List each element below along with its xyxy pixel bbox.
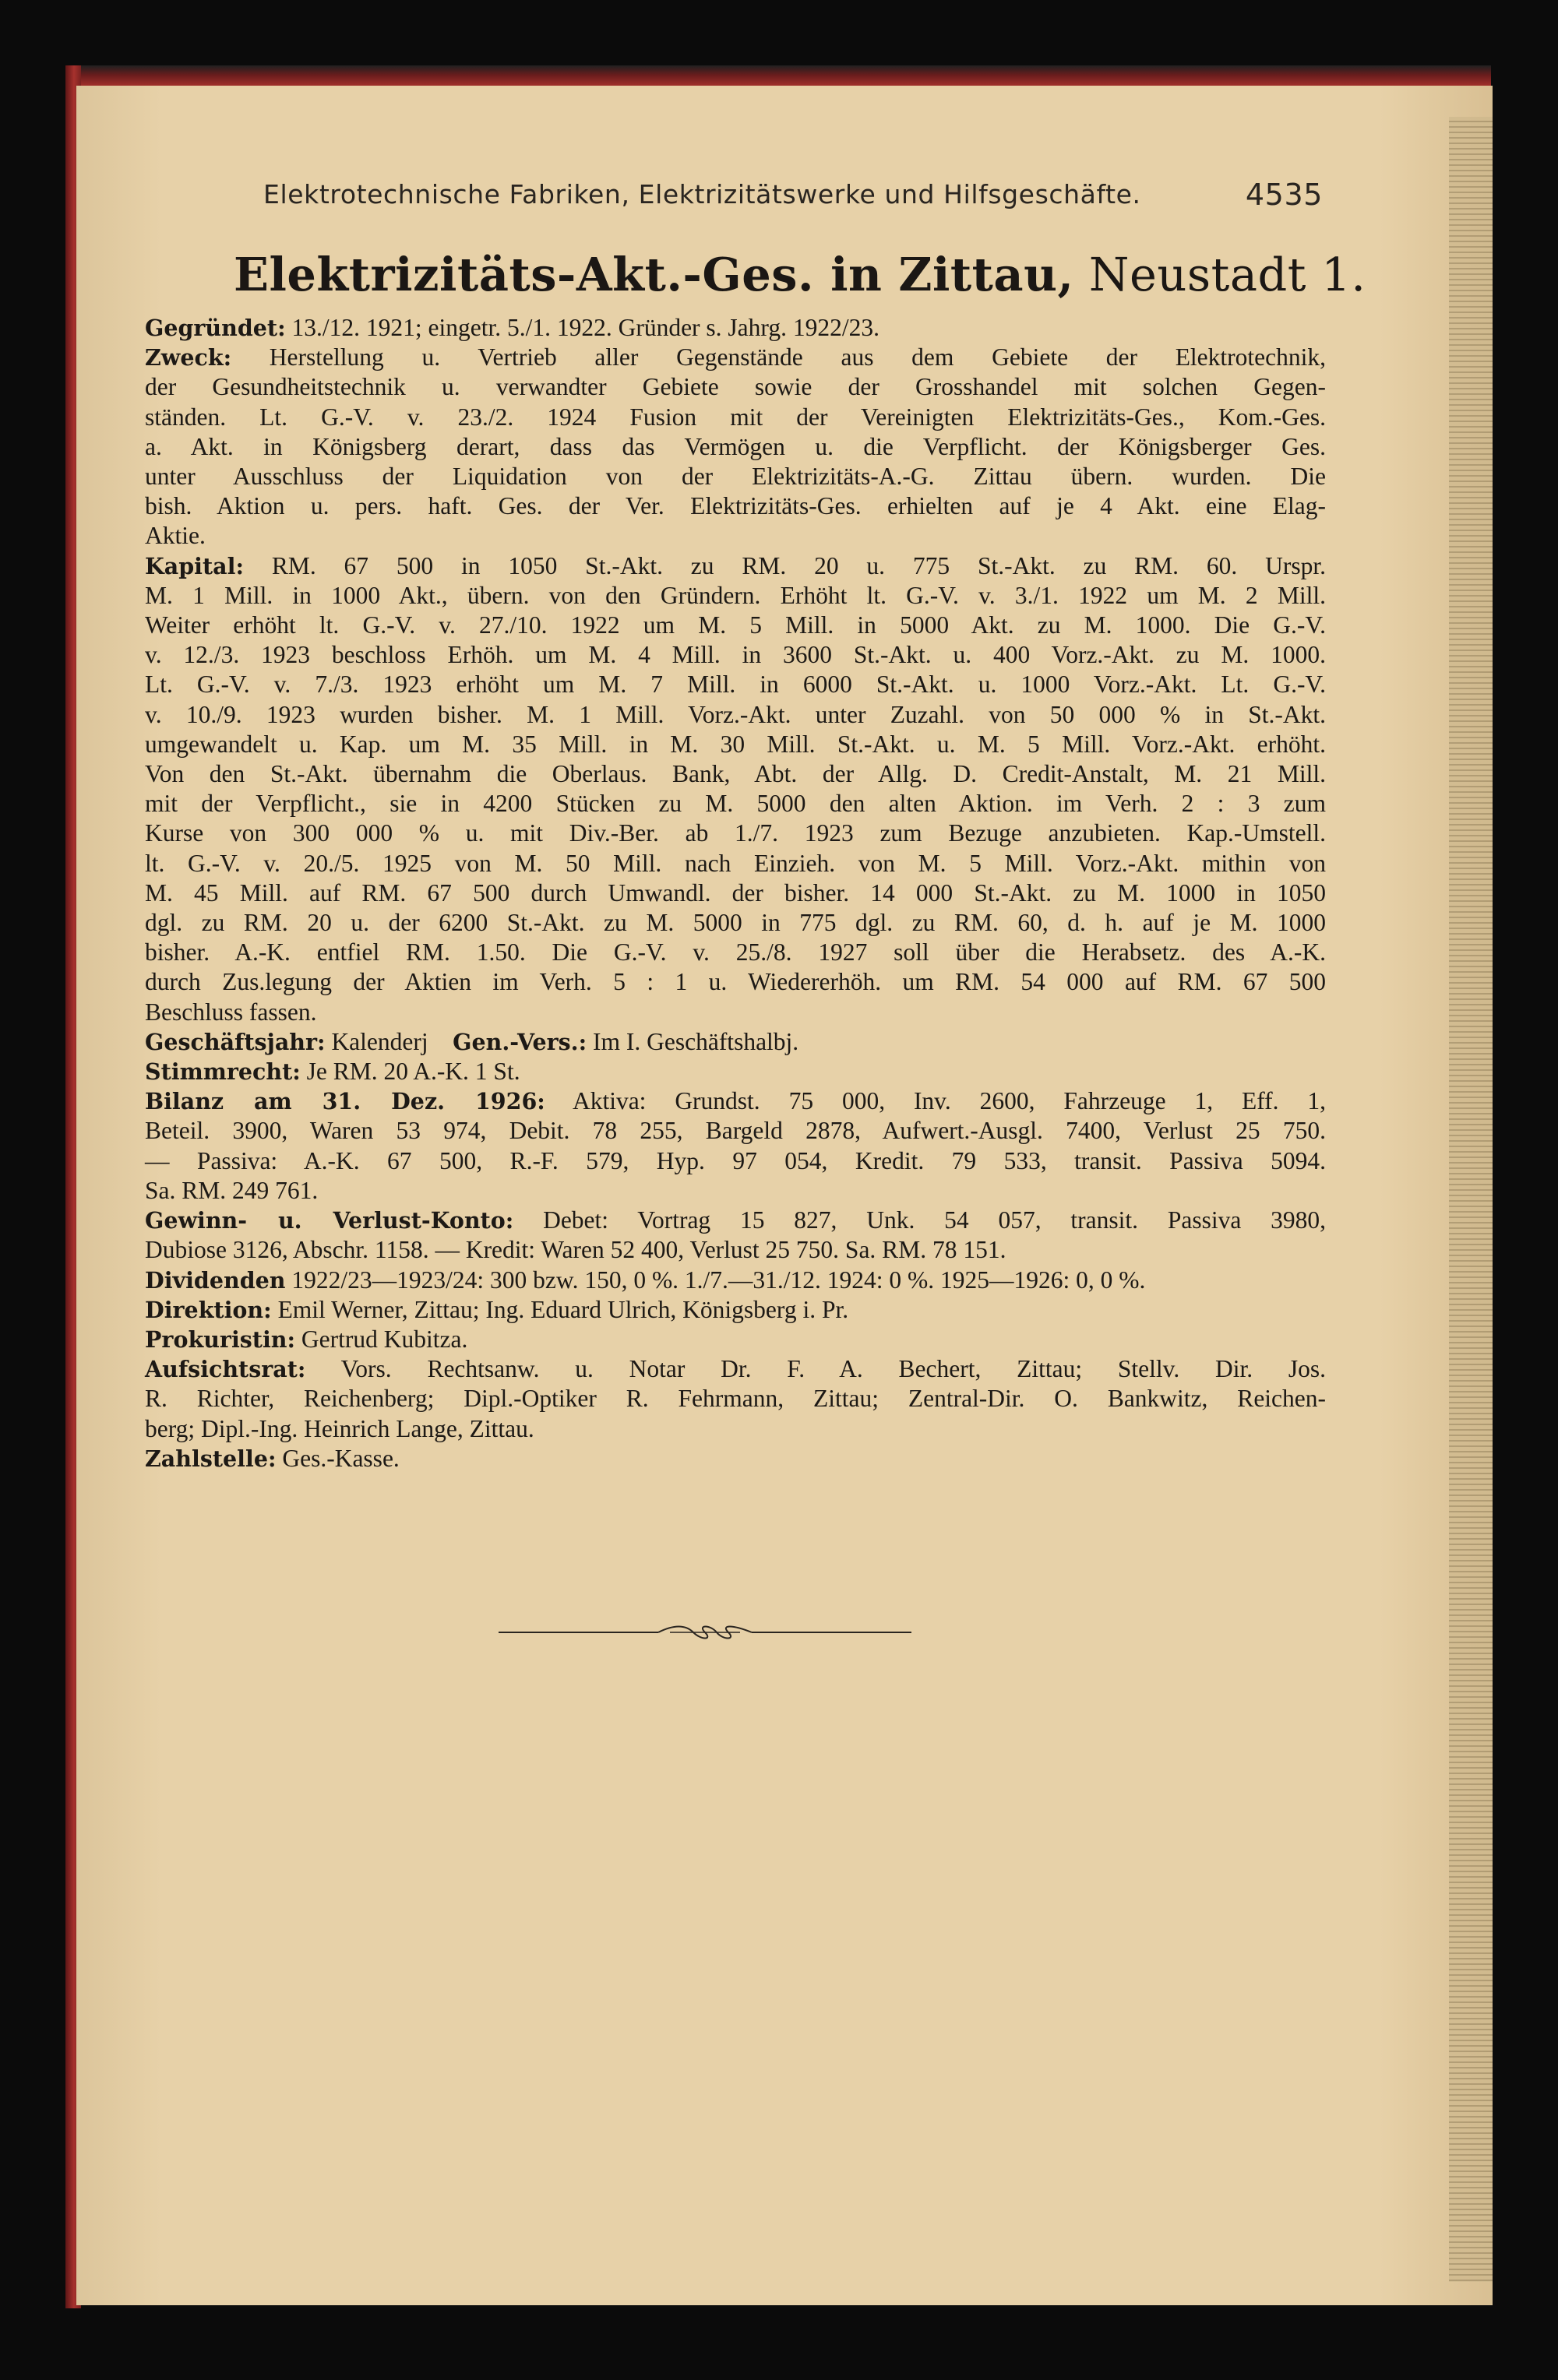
section-end-ornament	[499, 1625, 911, 1640]
page-number: 4535	[1245, 178, 1323, 212]
entry-paragraph	[145, 1266, 1326, 1295]
text-line	[145, 611, 1326, 640]
line-text: Gertrud Kubitza.	[295, 1325, 468, 1353]
line-text: RM. 67 500 in 1050 St.-Akt. zu RM. 20 u. 775 St.-Akt. zu RM. 60. Urspr.	[243, 551, 1326, 579]
section-label: Gen.-Vers.:	[453, 1028, 587, 1055]
text-line	[145, 581, 1326, 611]
text-line	[145, 849, 1326, 878]
text-line	[145, 878, 1326, 908]
text-line	[145, 1414, 1326, 1444]
line-text: mit der Verpflicht., sie in 4200 Stücken zu M. 5000 den alten Aktion. im Verh. 2 : 3 zum	[145, 790, 1326, 818]
text-line	[145, 1235, 1326, 1265]
page-header	[263, 179, 1323, 218]
section-label: Gegründet:	[145, 315, 286, 341]
section-label: Gewinn- u. Verlust-Konto:	[145, 1207, 514, 1234]
text-line	[145, 998, 1326, 1027]
line-text: 1922/23—1923/24: 300 bzw. 150, 0 %. 1./7.—31./12. 1924: 0 %. 1925—1926: 0, 0 %.	[285, 1266, 1146, 1294]
entry-paragraph	[145, 1354, 1326, 1444]
line-text: a. Akt. in Königsberg derart, dass das Vermögen u. die Verpflicht. der Königsberger Ges.	[145, 432, 1326, 460]
section-label: Direktion:	[145, 1296, 272, 1323]
entry-paragraph	[145, 1027, 1326, 1057]
entry-paragraph	[145, 343, 1326, 551]
text-line	[145, 1116, 1326, 1146]
line-text: R. Richter, Reichenberg; Dipl.-Optiker R. Fehrmann, Zittau; Zentral-Dir. O. Bankwitz, Reichen-	[145, 1385, 1326, 1413]
line-text: Debet: Vortrag 15 827, Unk. 54 057, transit. Passiva 3980,	[513, 1206, 1327, 1234]
entry-paragraph	[145, 1206, 1326, 1265]
line-text: Dubiose 3126, Abschr. 1158. — Kredit: Waren 52 400, Verlust 25 750. Sa. RM. 78 151.	[145, 1236, 1006, 1264]
text-line	[145, 1266, 1326, 1295]
line-text: Aktiva: Grundst. 75 000, Inv. 2600, Fahrzeuge 1, Eff. 1,	[545, 1087, 1326, 1115]
company-address: Neustadt 1.	[1073, 248, 1366, 301]
line-text: Je RM. 20 A.-K. 1 St.	[300, 1058, 520, 1086]
text-line	[145, 789, 1326, 819]
section-label: Kapital:	[145, 552, 244, 579]
entry-paragraph	[145, 1057, 1326, 1086]
line-text: Kurse von 300 000 % u. mit Div.-Ber. ab 1./7. 1923 zum Bezuge anzubieten. Kap.-Umstell.	[145, 819, 1326, 847]
text-line	[145, 1176, 1326, 1206]
line-text: Ges.-Kasse.	[276, 1444, 400, 1472]
line-text: v. 12./3. 1923 beschloss Erhöh. um M. 4 Mill. in 3600 St.-Akt. u. 400 Vorz.-Akt. zu M. 1000.	[145, 641, 1326, 669]
line-text: M. 1 Mill. in 1000 Akt., übern. von den Gründern. Erhöht lt. G.-V. v. 3./1. 1922 um M. 2 Mill.	[145, 581, 1326, 609]
text-line	[145, 343, 1326, 372]
text-line	[145, 491, 1326, 521]
text-line	[145, 759, 1326, 789]
line-text: — Passiva: A.-K. 67 500, R.-F. 579, Hyp. 97 054, Kredit. 79 533, transit. Passiva 5094.	[145, 1146, 1326, 1174]
section-label: Prokuristin:	[145, 1326, 296, 1353]
text-line	[145, 730, 1326, 759]
text-line	[145, 403, 1326, 432]
line-text: M. 45 Mill. auf RM. 67 500 durch Umwandl. der bisher. 14 000 St.-Akt. zu M. 1000 in 1050	[145, 878, 1326, 907]
line-text: bish. Aktion u. pers. haft. Ges. der Ver. Elektrizitäts-Ges. erhielten auf je 4 Akt. eine Elag-	[145, 492, 1326, 520]
section-label: Bilanz am 31. Dez. 1926:	[145, 1088, 545, 1115]
text-line	[145, 700, 1326, 730]
line-text: Aktie.	[145, 522, 206, 550]
text-line	[145, 1027, 1326, 1057]
text-line	[145, 313, 1326, 343]
text-line	[145, 372, 1326, 402]
text-line	[145, 670, 1326, 699]
text-line	[145, 819, 1326, 848]
company-title	[234, 248, 1366, 301]
company-entry-body	[145, 313, 1326, 1473]
line-text: Beteil. 3900, Waren 53 974, Debit. 78 255, Bargeld 2878, Aufwert.-Ausgl. 7400, Verlust 25 750.	[145, 1117, 1326, 1145]
text-line	[145, 1146, 1326, 1176]
line-text: v. 10./9. 1923 wurden bisher. M. 1 Mill. Vorz.-Akt. unter Zuzahl. von 50 000 % in St.-Akt.	[145, 700, 1326, 728]
text-line	[145, 938, 1326, 967]
text-line	[145, 432, 1326, 462]
binding-edge-top	[65, 65, 1491, 87]
text-line	[145, 1444, 1326, 1473]
line-text: Vors. Rechtsanw. u. Notar Dr. F. A. Bechert, Zittau; Stellv. Dir. Jos.	[305, 1355, 1326, 1383]
line-text: bisher. A.-K. entfiel RM. 1.50. Die G.-V. v. 25./8. 1927 soll über die Herabsetz. des A.-K.	[145, 938, 1326, 966]
line-text: Emil Werner, Zittau; Ing. Eduard Ulrich, Königsberg i. Pr.	[271, 1295, 849, 1323]
line-text: lt. G.-V. v. 20./5. 1925 von M. 50 Mill. nach Einzieh. von M. 5 Mill. Vorz.-Akt. mithin von	[145, 849, 1326, 877]
line-text: unter Ausschluss der Liquidation von der Elektrizitäts-A.-G. Zittau übern. wurden. Die	[145, 463, 1326, 491]
entry-paragraph	[145, 551, 1326, 1027]
text-line	[145, 462, 1326, 491]
text-line	[145, 908, 1326, 938]
section-label: Stimmrecht:	[145, 1058, 301, 1086]
entry-paragraph	[145, 1444, 1326, 1473]
line-text: 13./12. 1921; eingetr. 5./1. 1922. Gründer s. Jahrg. 1922/23.	[285, 314, 879, 341]
text-line	[145, 967, 1326, 997]
line-text: Von den St.-Akt. übernahm die Oberlaus. Bank, Abt. der Allg. D. Credit-Anstalt, M. 21 Mill.	[145, 760, 1326, 788]
entry-paragraph	[145, 1295, 1326, 1325]
text-line	[145, 1295, 1326, 1325]
entry-paragraph	[145, 1325, 1326, 1354]
line-text: Kalenderj	[325, 1027, 428, 1055]
section-label: Zahlstelle:	[145, 1445, 277, 1472]
text-line	[145, 1057, 1326, 1086]
section-label: Aufsichtsrat:	[145, 1356, 306, 1383]
line-text: Beschluss fassen.	[145, 998, 317, 1026]
line-text: Lt. G.-V. v. 7./3. 1923 erhöht um M. 7 Mill. in 6000 St.-Akt. u. 1000 Vorz.-Akt. Lt. G.-V.	[145, 671, 1326, 699]
text-line	[145, 1206, 1326, 1235]
line-text: Im I. Geschäftshalbj.	[587, 1027, 799, 1055]
section-label: Dividenden	[145, 1266, 286, 1294]
line-text: der Gesundheitstechnik u. verwandter Gebiete sowie der Grosshandel mit solchen Gegen-	[145, 373, 1326, 401]
entry-paragraph	[145, 1086, 1326, 1206]
text-line	[145, 640, 1326, 670]
text-line	[145, 1086, 1326, 1116]
section-label: Zweck:	[145, 344, 232, 371]
line-text: ständen. Lt. G.-V. v. 23./2. 1924 Fusion mit der Vereinigten Elektrizitäts-Ges., Kom.-Ges.	[145, 403, 1326, 431]
section-label: Geschäftsjahr:	[145, 1028, 326, 1055]
line-text: dgl. zu RM. 20 u. der 6200 St.-Akt. zu M. 5000 in 775 dgl. zu RM. 60, d. h. auf je M. 1000	[145, 909, 1326, 937]
line-text: Herstellung u. Vertrieb aller Gegenstände aus dem Gebiete der Elektrotechnik,	[231, 343, 1326, 371]
entry-paragraph	[145, 313, 1326, 343]
page-stack-edge	[1449, 117, 1493, 2282]
text-line	[145, 1325, 1326, 1354]
text-line	[145, 551, 1326, 581]
text-line	[145, 521, 1326, 551]
text-line	[145, 1384, 1326, 1414]
line-text: berg; Dipl.-Ing. Heinrich Lange, Zittau.	[145, 1414, 534, 1442]
running-title: Elektrotechnische Fabriken, Elektrizitätswerke und Hilfsgeschäfte.	[263, 179, 1141, 209]
line-text: Weiter erhöht lt. G.-V. v. 27./10. 1922 um M. 5 Mill. in 5000 Akt. zu M. 1000. Die G.-V.	[145, 611, 1326, 639]
line-text: umgewandelt u. Kap. um M. 35 Mill. in M. 30 Mill. St.-Akt. u. M. 5 Mill. Vorz.-Akt. erhöht.	[145, 730, 1326, 758]
line-text: Sa. RM. 249 761.	[145, 1176, 319, 1204]
company-name: Elektrizitäts-Akt.-Ges. in Zittau,	[234, 248, 1074, 301]
text-line	[145, 1354, 1326, 1384]
line-text: durch Zus.legung der Aktien im Verh. 5 : 1 u. Wiedererhöh. um RM. 54 000 auf RM. 67 500	[145, 968, 1326, 996]
